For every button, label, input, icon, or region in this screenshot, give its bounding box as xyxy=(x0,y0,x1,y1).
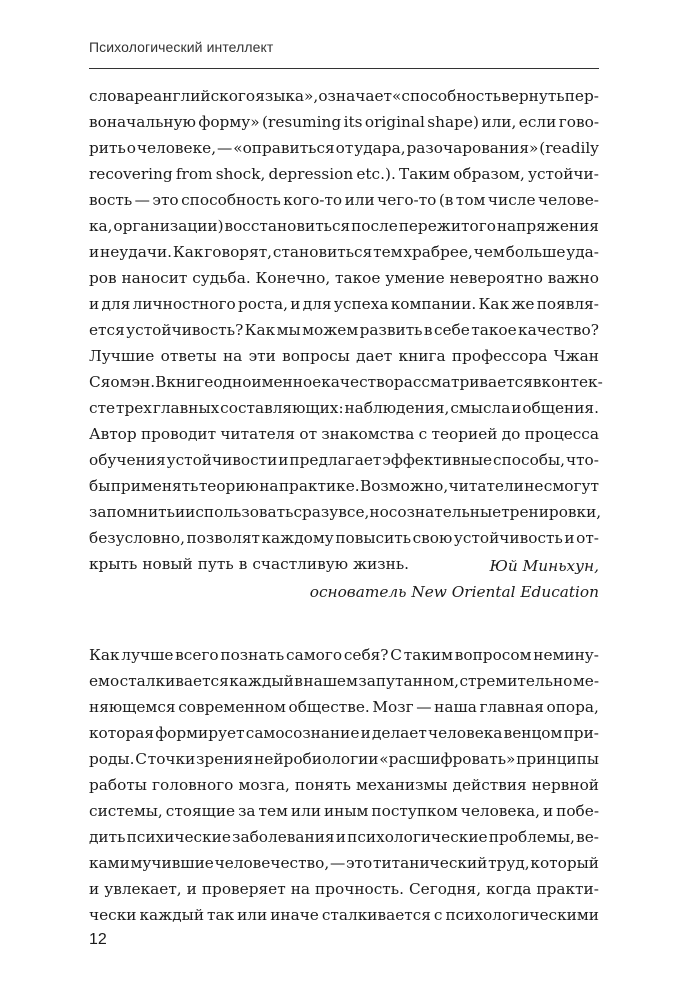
paragraph-self-knowledge xyxy=(89,642,599,928)
text-line: которая формирует самосознание и делает человека венцом при- xyxy=(89,724,599,742)
text-line: Как лучше всего познать самого себя? С таким вопросом немину- xyxy=(89,646,599,664)
text-line: Сяомэн. В книге одноименное качество рассматривается в контек- xyxy=(89,373,603,391)
text-line: роды. С точки зрения нейробиологии «расшифровать» принципы xyxy=(89,750,599,768)
text-line: запомнить и использовать сразу все, но сознательные тренировки, xyxy=(89,503,602,521)
header-rule xyxy=(89,68,599,69)
text-line: ка, организации) восстановиться после пережитого напряжения xyxy=(89,217,599,235)
text-line: воначальную форму» (resuming its original shape) или, если гово- xyxy=(89,113,599,131)
text-line: безусловно, позволят каждому повысить свою устойчивость и от- xyxy=(89,529,599,547)
text-line: словаре английского языка», означает «способность вернуть пер- xyxy=(89,87,599,105)
text-line: емо сталкивается каждый в нашем запутанном, стремительно ме- xyxy=(89,672,599,690)
text-line: и неудачи. Как говорят, становиться тем храбрее, чем больше уда- xyxy=(89,243,599,261)
text-line: системы, стоящие за тем или иным поступком человека, и побе- xyxy=(89,802,599,820)
text-line: вость — это способность кого-то или чего-то (в том числе челове- xyxy=(89,191,599,209)
text-line: и увлекает, и проверяет на прочность. Сегодня, когда практи- xyxy=(89,880,599,898)
text-line: дить психические заболевания и психологические проблемы, ве- xyxy=(89,828,599,846)
text-line: recovering from shock, depression etc.). Таким образом, устойчи- xyxy=(89,165,599,183)
text-line: рить о человеке, — «оправиться от удара, разочарования» (readily xyxy=(89,139,599,157)
text-line: бы применять теорию на практике. Возможно, читатели не смогут xyxy=(89,477,599,495)
text-line: крыть новый путь в счастливую жизнь. xyxy=(89,555,410,573)
text-line: обучения устойчивости и предлагает эффективные способы, что- xyxy=(89,451,599,469)
text-line: и для личностного роста, и для успеха компании. Как же появля- xyxy=(89,295,599,313)
text-line: сте трех главных составляющих: наблюдения, смысла и общения. xyxy=(89,399,599,417)
text-line: Автор проводит читателя от знакомства с теорией до процесса xyxy=(89,425,599,443)
signature-role: основатель New Oriental Education xyxy=(309,583,599,601)
paragraph-intro-continuation xyxy=(89,83,603,577)
text-line: работы головного мозга, понять механизмы действия нервной xyxy=(89,776,599,794)
text-line: ками мучившие человечество, — это титанический труд, который xyxy=(89,854,599,872)
text-line: няющемся современном обществе. Мозг — наша главная опора, xyxy=(89,698,599,716)
text-line: Лучшие ответы на эти вопросы дает книга профессора Чжан xyxy=(89,347,599,365)
text-line: ется устойчивость? Как мы можем развить в себе такое качество? xyxy=(89,321,599,339)
page-number: 12 xyxy=(89,931,107,948)
text-line: ров наносит судьба. Конечно, такое умение невероятно важно xyxy=(89,269,599,287)
text-line: чески каждый так или иначе сталкивается с психологическими xyxy=(89,906,599,924)
signature-name: Юй Миньхун, xyxy=(489,557,599,575)
running-header: Психологический интеллект xyxy=(89,39,274,55)
